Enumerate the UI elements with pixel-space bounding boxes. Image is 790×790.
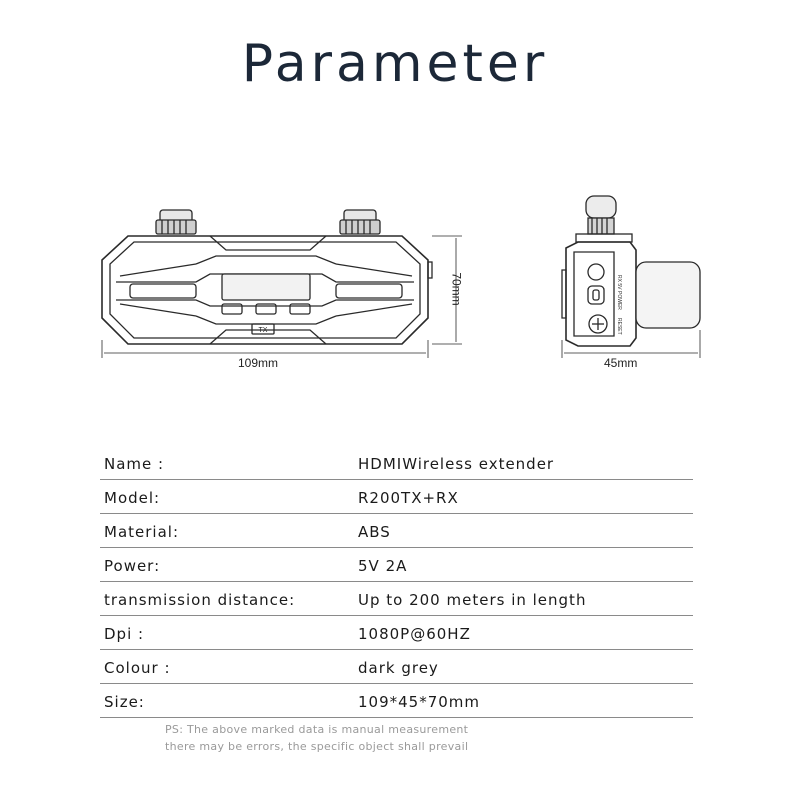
front-width-label: 109mm <box>238 356 279 370</box>
spec-label: Dpi : <box>104 625 145 643</box>
spec-label: Material: <box>104 523 179 541</box>
side-port-label-reset: RESET <box>616 318 622 335</box>
spec-label: Colour : <box>104 659 171 677</box>
spec-row <box>100 514 693 548</box>
spec-row <box>100 480 693 514</box>
front-height-label: 70mm <box>449 272 464 306</box>
spec-label: Model: <box>104 489 161 507</box>
spec-value: ABS <box>358 523 391 541</box>
spec-row <box>100 650 693 684</box>
side-width-label: 45mm <box>604 356 638 370</box>
spec-value: 109*45*70mm <box>358 693 481 711</box>
spec-value: R200TX+RX <box>358 489 459 507</box>
tx-badge: TX <box>258 327 268 334</box>
front-view-diagram <box>0 190 790 390</box>
spec-label: Name : <box>104 455 165 473</box>
spec-row <box>100 548 693 582</box>
spec-value: Up to 200 meters in length <box>358 591 587 609</box>
page-title: Parameter <box>241 34 549 94</box>
spec-label: Size: <box>104 693 145 711</box>
spec-row <box>100 582 693 616</box>
spec-value: HDMIWireless extender <box>358 455 555 473</box>
spec-value: 5V 2A <box>358 557 408 575</box>
side-port-label-rx: RX 5V <box>616 275 622 290</box>
note-line-2: there may be errors, the specific object shall prevail <box>165 740 469 753</box>
spec-row <box>100 684 693 718</box>
spec-value: dark grey <box>358 659 439 677</box>
spec-row <box>100 616 693 650</box>
spec-value: 1080P@60HZ <box>358 625 471 643</box>
spec-row <box>100 446 693 480</box>
product-drawing <box>0 190 790 390</box>
note-line-1: PS: The above marked data is manual measurement <box>165 723 469 736</box>
side-port-label-power: POWER <box>616 291 622 310</box>
spec-label: Power: <box>104 557 161 575</box>
spec-label: transmission distance: <box>104 591 296 609</box>
spec-table <box>100 446 693 718</box>
